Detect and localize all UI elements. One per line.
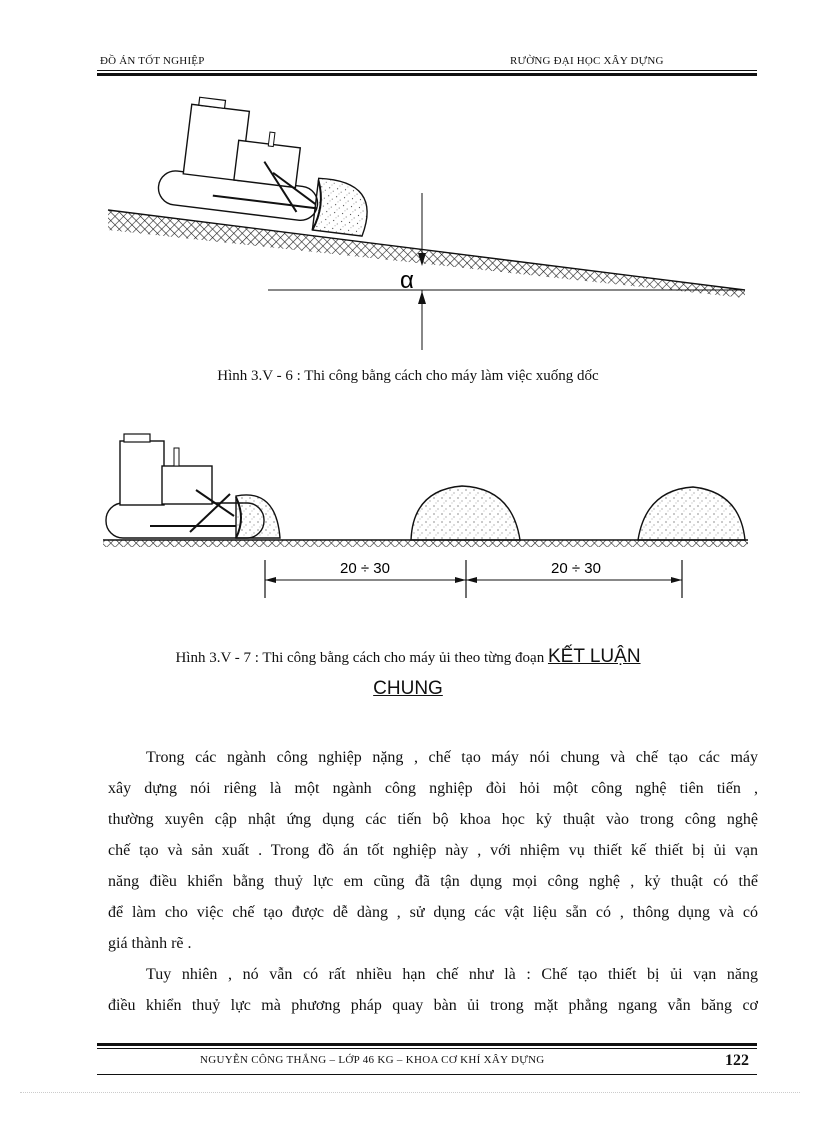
section-heading-part2: CHUNG — [373, 678, 443, 699]
section-heading-line2 — [0, 678, 816, 700]
page-number: 122 — [725, 1052, 749, 1069]
section-heading-part1: KẾT LUẬN — [547, 646, 641, 667]
paragraph-2 — [108, 959, 758, 1021]
header-right-title: RƯỜNG ĐẠI HỌC XÂY DỰNG — [510, 55, 664, 67]
paragraph-1-line: chế tạo và sản xuất . Trong đồ án tốt nghiệp này , với nhiệm vụ thiết kế thiết bị ủi vạn — [108, 842, 758, 859]
footer-bottom-rule — [97, 1074, 757, 1075]
soil-pile-2 — [411, 486, 520, 540]
paragraph-2-line: điều khiển thuỷ lực mà phương pháp quay bàn ủi trong mặt phẳng ngang vẫn băng cơ — [108, 997, 758, 1014]
paragraph-1-line: để làm cho việc chế tạo được dễ dàng , sử dụng các vật liệu sẵn có , thông dụng và có — [108, 904, 758, 921]
paragraph-1 — [108, 742, 758, 959]
paragraph-1-line: thường xuyên cập nhật ứng dụng các tiến bộ khoa học kỷ thuật vào trong công nghệ — [108, 811, 758, 828]
paragraph-1-line: Trong các ngành công nghiệp nặng , chế tạo máy nói chung và chế tạo các máy — [146, 749, 758, 766]
paragraph-1-line: xây dựng nói riêng là một ngành công nghiệp đòi hỏi một công nghệ tiên tiến , — [108, 780, 758, 797]
figure2-caption: Hình 3.V - 7 : Thi công bằng cách cho máy ủi theo từng đoạn — [175, 650, 548, 666]
footer-rule-thin — [97, 1048, 757, 1049]
angle-label-alpha: α — [400, 267, 414, 294]
header-left-title: ĐỒ ÁN TỐT NGHIỆP — [100, 55, 205, 67]
footer-rule-thick — [97, 1043, 757, 1046]
dimension-label-1: 20 ÷ 30 — [340, 560, 390, 577]
paragraph-2-line: Tuy nhiên , nó vẫn có rất nhiều hạn chế như là : Chế tạo thiết bị ủi vạn năng — [146, 966, 758, 983]
footer-author-text: NGUYỄN CÔNG THẮNG – LỚP 46 KG – KHOA CƠ KHÍ XÂY DỰNG — [200, 1054, 545, 1066]
figure2-caption-line — [0, 646, 816, 668]
page-edge-dots — [20, 1092, 800, 1093]
soil-pile-3 — [638, 487, 745, 540]
bulldozer-icon-2 — [106, 434, 280, 538]
paragraph-1-line: giá thành rẽ . — [108, 935, 192, 952]
paragraph-1-line: năng điều khiển bằng thuỷ lực em cũng đã tận dụng mọi công nghệ , kỷ thuật có thể — [108, 873, 758, 890]
figure1-caption: Hình 3.V - 6 : Thi công bằng cách cho máy làm việc xuống dốc — [217, 368, 599, 384]
dimension-label-2: 20 ÷ 30 — [551, 560, 601, 577]
